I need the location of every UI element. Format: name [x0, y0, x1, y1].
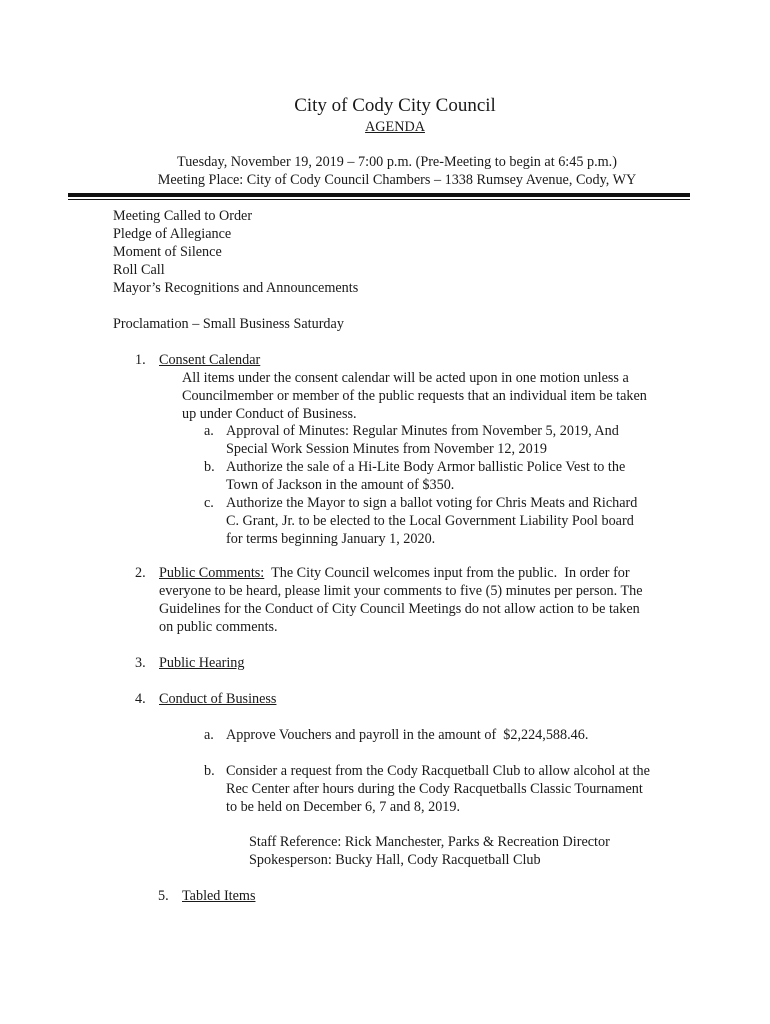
opening-item: Mayor’s Recognitions and Announcements: [113, 280, 359, 296]
text-line: All items under the consent calendar will be acted upon in one motion unless a: [182, 370, 629, 386]
opening-item: Pledge of Allegiance: [113, 226, 232, 242]
text-line: The City Council welcomes input from the public. In order for: [264, 565, 630, 581]
item-number: 5.: [158, 888, 169, 904]
opening-item: Moment of Silence: [113, 244, 222, 260]
text-line: Approval of Minutes: Regular Minutes from November 5, 2019, And: [226, 423, 619, 439]
text-line: Authorize the sale of a Hi-Lite Body Armor ballistic Police Vest to the: [226, 459, 626, 475]
item-number: 1.: [135, 352, 146, 368]
text-line: Authorize the Mayor to sign a ballot voting for Chris Meats and Richard: [226, 495, 638, 511]
item-heading: Tabled Items: [182, 888, 256, 904]
meeting-place-line: Meeting Place: City of Cody Council Chambers – 1338 Rumsey Avenue, Cody, WY: [157, 172, 637, 188]
subitem-letter: a.: [204, 727, 214, 743]
text-line: Councilmember or member of the public requests that an individual item be taken: [182, 388, 647, 404]
subitem-letter: c.: [204, 495, 214, 511]
text-line: everyone to be heard, please limit your comments to five (5) minutes per person. The: [159, 583, 643, 599]
subitem-letter: b.: [204, 763, 215, 779]
item-heading: Consent Calendar: [159, 352, 261, 368]
text-line: up under Conduct of Business.: [182, 406, 357, 422]
opening-items-list: [113, 207, 358, 297]
text-line: Rec Center after hours during the Cody Racquetballs Classic Tournament: [226, 781, 643, 797]
text-line: to be held on December 6, 7 and 8, 2019.: [226, 799, 461, 815]
item-number: 4.: [135, 691, 146, 707]
item-heading: Public Hearing: [159, 655, 245, 671]
opening-item: Meeting Called to Order: [113, 208, 253, 224]
text-line: C. Grant, Jr. to be elected to the Local Government Liability Pool board: [226, 513, 634, 529]
consent-intro: [182, 369, 647, 423]
item-heading: Conduct of Business: [159, 691, 277, 707]
public-comments-text: [159, 564, 679, 636]
text-line: Special Work Session Minutes from November 12, 2019: [226, 441, 547, 457]
text-line: Consider a request from the Cody Racquetball Club to allow alcohol at the: [226, 763, 650, 779]
text-line: for terms beginning January 1, 2020.: [226, 531, 436, 547]
subitem-letter: a.: [204, 423, 214, 439]
opening-item: Roll Call: [113, 262, 165, 278]
text-line: Approve Vouchers and payroll in the amount of $2,224,588.46.: [226, 727, 589, 743]
staff-reference: Staff Reference: Rick Manchester, Parks & Recreation Director: [249, 834, 610, 850]
agenda-subtitle: AGENDA: [365, 119, 425, 135]
text-line: Town of Jackson in the amount of $350.: [226, 477, 455, 493]
text-line: on public comments.: [159, 619, 278, 635]
item-heading: Public Comments:: [159, 565, 265, 581]
proclamation: Proclamation – Small Business Saturday: [113, 316, 344, 332]
text-line: Guidelines for the Conduct of City Council Meetings do not allow action to be taken: [159, 601, 640, 617]
item-number: 2.: [135, 565, 146, 581]
header-divider-thick: [68, 193, 690, 197]
subitem-letter: b.: [204, 459, 215, 475]
header-divider-thin: [68, 199, 690, 200]
meeting-date-line: Tuesday, November 19, 2019 – 7:00 p.m. (Pre-Meeting to begin at 6:45 p.m.): [177, 154, 617, 170]
item-number: 3.: [135, 655, 146, 671]
agenda-title: City of Cody City Council: [294, 95, 496, 116]
spokesperson: Spokesperson: Bucky Hall, Cody Racquetball Club: [249, 852, 541, 868]
